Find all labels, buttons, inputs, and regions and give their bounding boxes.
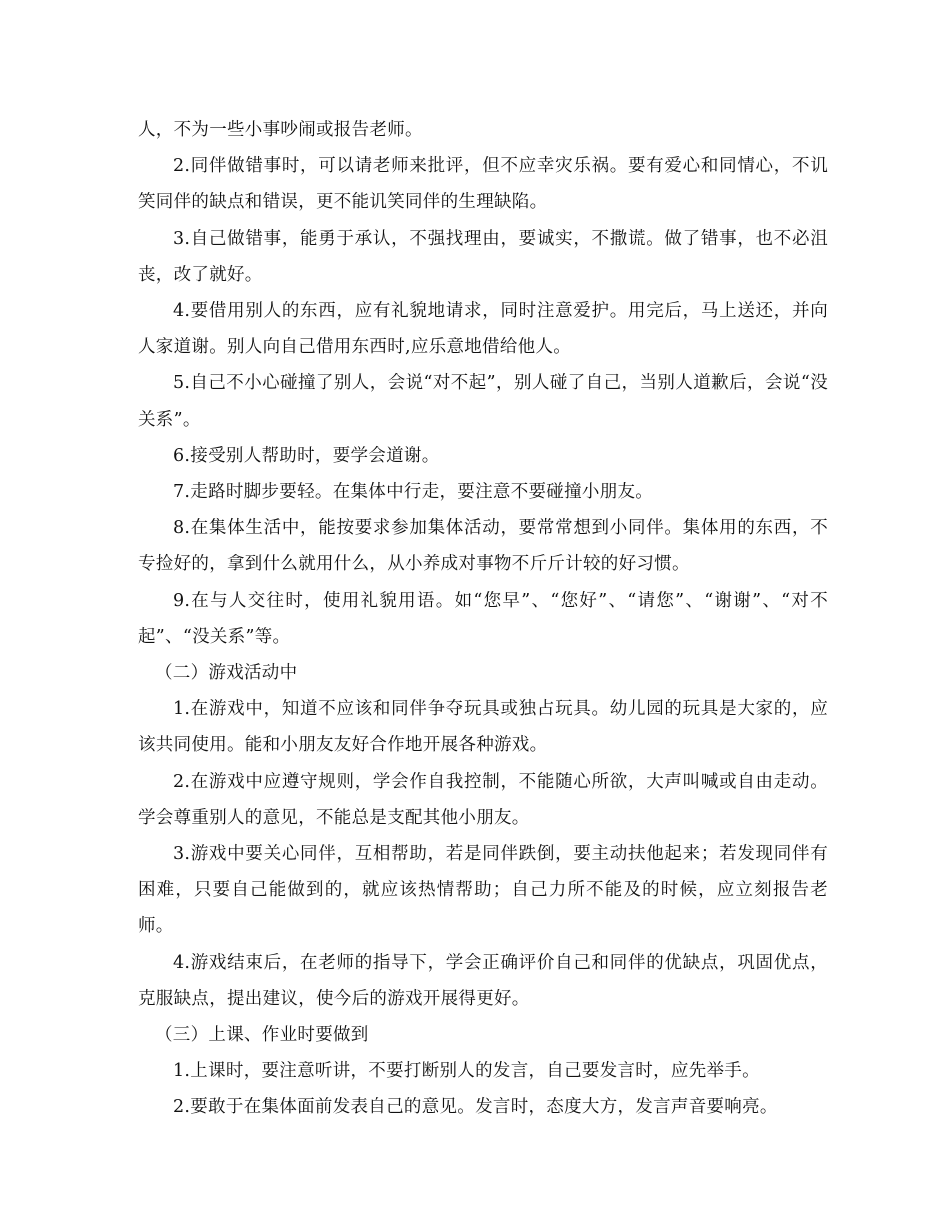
- paragraph-listening: 1.上课时，要注意听讲，不要打断别人的发言，自己要发言时，应先举手。: [173, 1061, 760, 1082]
- paragraph-speaking: 2.要敢于在集体面前发表自己的意见。发言时，态度大方，发言声音要响亮。: [173, 1097, 778, 1118]
- paragraph-toys: 1.在游戏中，知道不应该和同伴争夺玩具或独占玩具。幼儿园的玩具是大家的，应该共同使用。能和小朋友友好合作地开展各种游戏。: [138, 699, 828, 756]
- section-heading-class: （三）上课、作业时要做到: [155, 1025, 369, 1046]
- paragraph-apology: 5.自己不小心碰撞了别人，会说“对不起”，别人碰了自己，当别人道歉后，会说“没关系”。: [138, 373, 828, 430]
- paragraph-group-life: 8.在集体生活中，能按要求参加集体活动，要常常想到小同伴。集体用的东西，不专捡好的，拿到什么就用什么，从小养成对事物不斤斤计较的好习惯。: [138, 518, 828, 575]
- paragraph-own-mistake: 3.自己做错事，能勇于承认，不强找理由，要诚实，不撒谎。做了错事，也不必沮丧，改了就好。: [138, 228, 828, 285]
- document-body: [138, 112, 828, 1126]
- paragraph-walking: 7.走路时脚步要轻。在集体中行走，要注意不要碰撞小朋友。: [173, 482, 654, 503]
- paragraph-helping: 3.游戏中要关心同伴，互相帮助，若是同伴跌倒，要主动扶他起来；若发现同伴有困难，只要自己能做到的，就应该热情帮助；自己力所不能及的时候，应立刻报告老师。: [138, 844, 828, 937]
- paragraph-polite-words: 9.在与人交往时，使用礼貌用语。如“您早”、“您好”、“请您”、“谢谢”、“对不起”、“没关系”等。: [138, 590, 828, 647]
- paragraph-thanks: 6.接受别人帮助时，要学会道谢。: [173, 445, 440, 466]
- paragraph-peer-mistake: 2.同伴做错事时，可以请老师来批评，但不应幸灾乐祸。要有爱心和同情心，不讥笑同伴的缺点和错误，更不能讥笑同伴的生理缺陷。: [138, 156, 828, 213]
- paragraph-evaluation: 4.游戏结束后，在老师的指导下，学会正确评价自己和同伴的优缺点，巩固优点，克服缺点，提出建议，使今后的游戏开展得更好。: [138, 952, 828, 1009]
- paragraph-continuation: 人，不为一些小事吵闹或报告老师。: [138, 120, 423, 140]
- paragraph-rules: 2.在游戏中应遵守规则，学会作自我控制，不能随心所欲，大声叫喊或自由走动。学会尊重别人的意见，不能总是支配其他小朋友。: [138, 771, 828, 828]
- section-heading-games: （二）游戏活动中: [155, 663, 298, 684]
- paragraph-borrowing: 4.要借用别人的东西，应有礼貌地请求，同时注意爱护。用完后，马上送还，并向人家道谢。别人向自己借用东西时,应乐意地借给他人。: [138, 301, 828, 358]
